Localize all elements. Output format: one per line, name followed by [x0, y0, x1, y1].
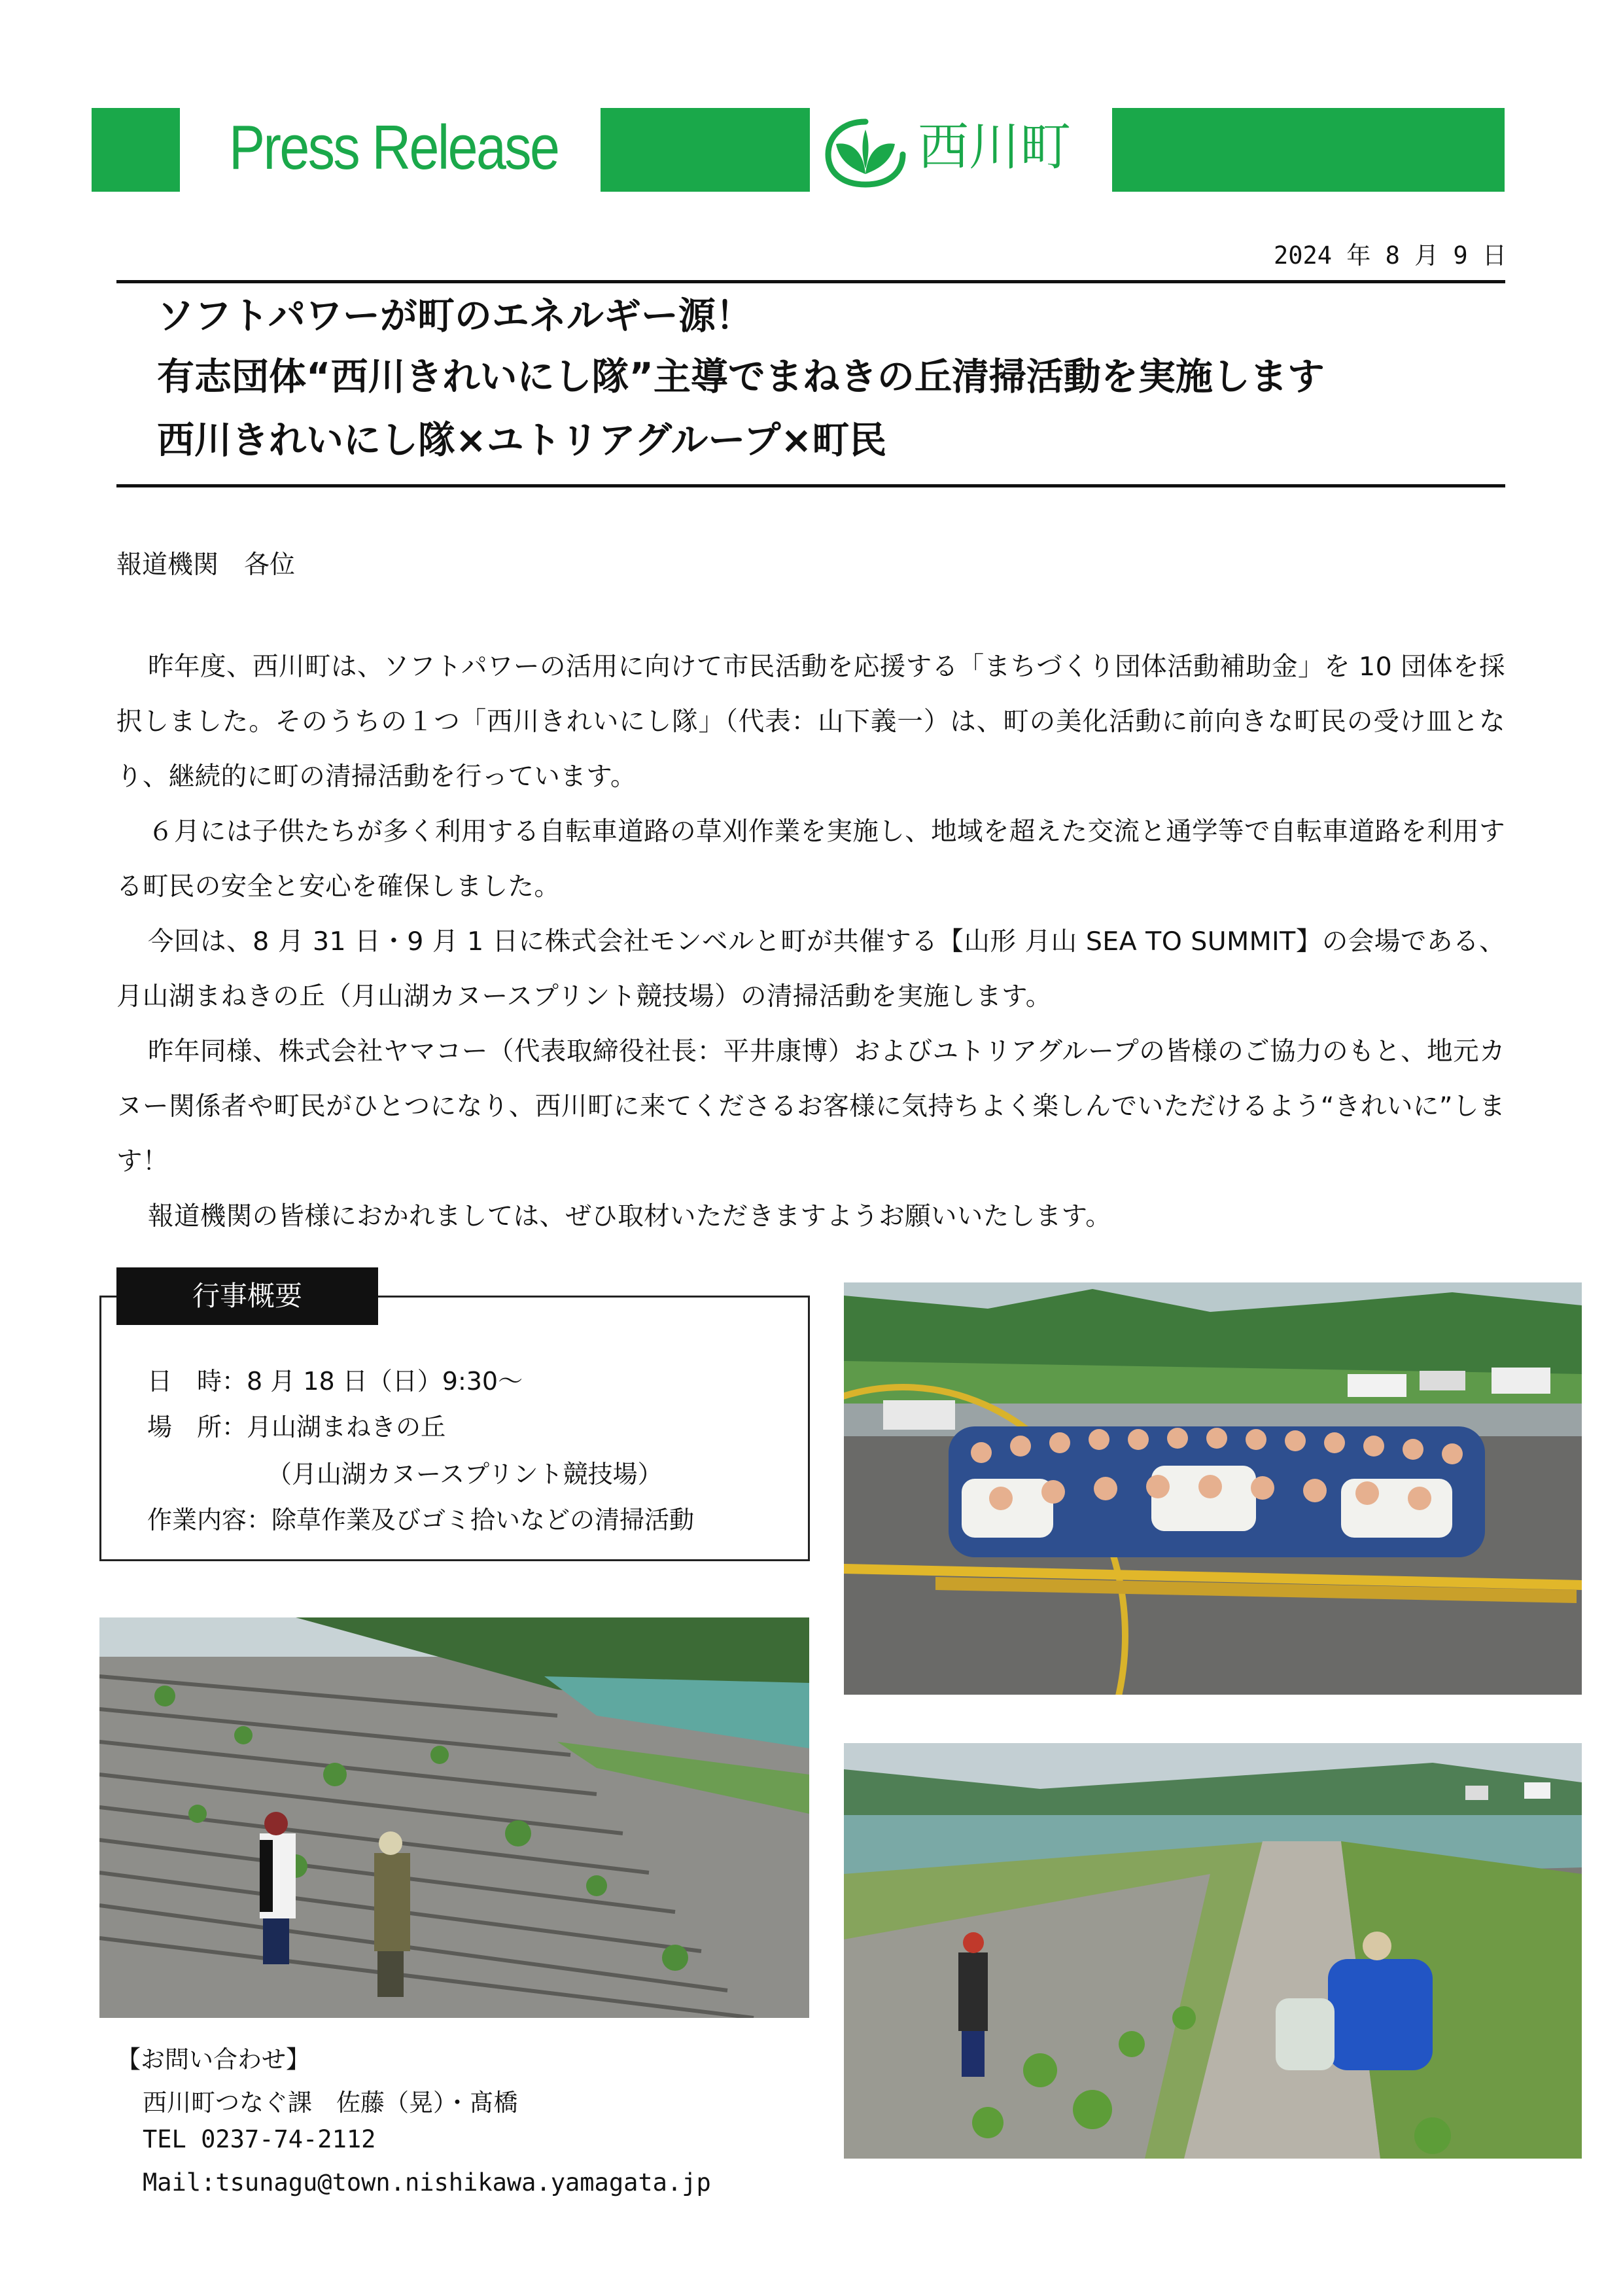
- banner-block-left: [92, 108, 180, 192]
- contact-heading: 【お問い合わせ】: [116, 2045, 310, 2074]
- banner-block-right: [1112, 108, 1505, 192]
- banner-block-mid: [601, 108, 810, 192]
- event-place-detail: （月山湖カヌースプリント競技場）: [267, 1460, 663, 1489]
- body-paragraph: ６月には子供たちが多く利用する自転車道路の草刈作業を実施し、地域を超えた交流と通学等で自転車道路を利用する町民の安全と安心を確保しました。: [116, 817, 1505, 902]
- body-paragraph: 報道機関の皆様におかれましては、ぜひ取材いただきますようお願いいたします。: [148, 1201, 1112, 1231]
- event-work: 作業内容：除草作業及びゴミ拾いなどの清掃活動: [147, 1506, 695, 1534]
- headline-rule-top: [116, 280, 1505, 283]
- slope-photo-left: [99, 1617, 809, 2018]
- town-name: 西川町: [918, 118, 1072, 177]
- slope-photo-right: [844, 1743, 1582, 2159]
- headline-line-2: 有志団体“西川きれいにし隊”主導でまねきの丘清掃活動を実施します: [157, 355, 1325, 398]
- leaf-logo-icon: [816, 116, 915, 188]
- body-paragraph: 昨年同様、株式会社ヤマコー（代表取締役社長：平井康博）およびユトリアグループの皆様のご協力のもと、地元カヌー関係者や町民がひとつになり、西川町に来てくださるお客様に気持ちよく楽しんでいただけるよう“きれいに”します！: [116, 1036, 1505, 1176]
- contact-department: 西川町つなぐ課 佐藤（晃）・髙橋: [143, 2089, 518, 2117]
- event-place: 場 所：月山湖まねきの丘: [147, 1413, 446, 1441]
- contact-tel: TEL 0237-74-2112: [143, 2125, 376, 2153]
- body-paragraph: 今回は、8 月 31 日・9 月 1 日に株式会社モンベルと町が共催する【山形 月山 SEA TO SUMMIT】の会場である、月山湖まねきの丘（月山湖カヌースプリント競技場）の清掃活動を実施します。: [116, 927, 1505, 1012]
- contact-mail[interactable]: Mail:tsunagu@town.nishikawa.yamagata.jp: [143, 2168, 711, 2197]
- body-text: [116, 639, 1505, 1244]
- town-logo: [810, 110, 1098, 195]
- release-date: 2024 年 8 月 9 日: [1273, 241, 1507, 270]
- headline-line-1: ソフトパワーが町のエネルギー源！: [157, 294, 753, 338]
- event-summary-title: 行事概要: [116, 1267, 378, 1325]
- press-release-title: Press Release: [229, 113, 559, 183]
- group-photo: [844, 1282, 1582, 1695]
- salutation: 報道機関 各位: [116, 550, 296, 580]
- event-datetime: 日 時：8 月 18 日（日）9:30～: [147, 1367, 523, 1396]
- body-paragraph: 昨年度、西川町は、ソフトパワーの活用に向けて市民活動を応援する「まちづくり団体活動補助金」を 10 団体を採択しました。そのうちの１つ「西川きれいにし隊」（代表：山下義一）は、町の美化活動に前向きな町民の受け皿となり、継続的に町の清掃活動を行っています。: [116, 652, 1505, 792]
- headline-line-3: 西川きれいにし隊×ユトリアグループ×町民: [157, 419, 887, 462]
- headline-rule-bottom: [116, 484, 1505, 487]
